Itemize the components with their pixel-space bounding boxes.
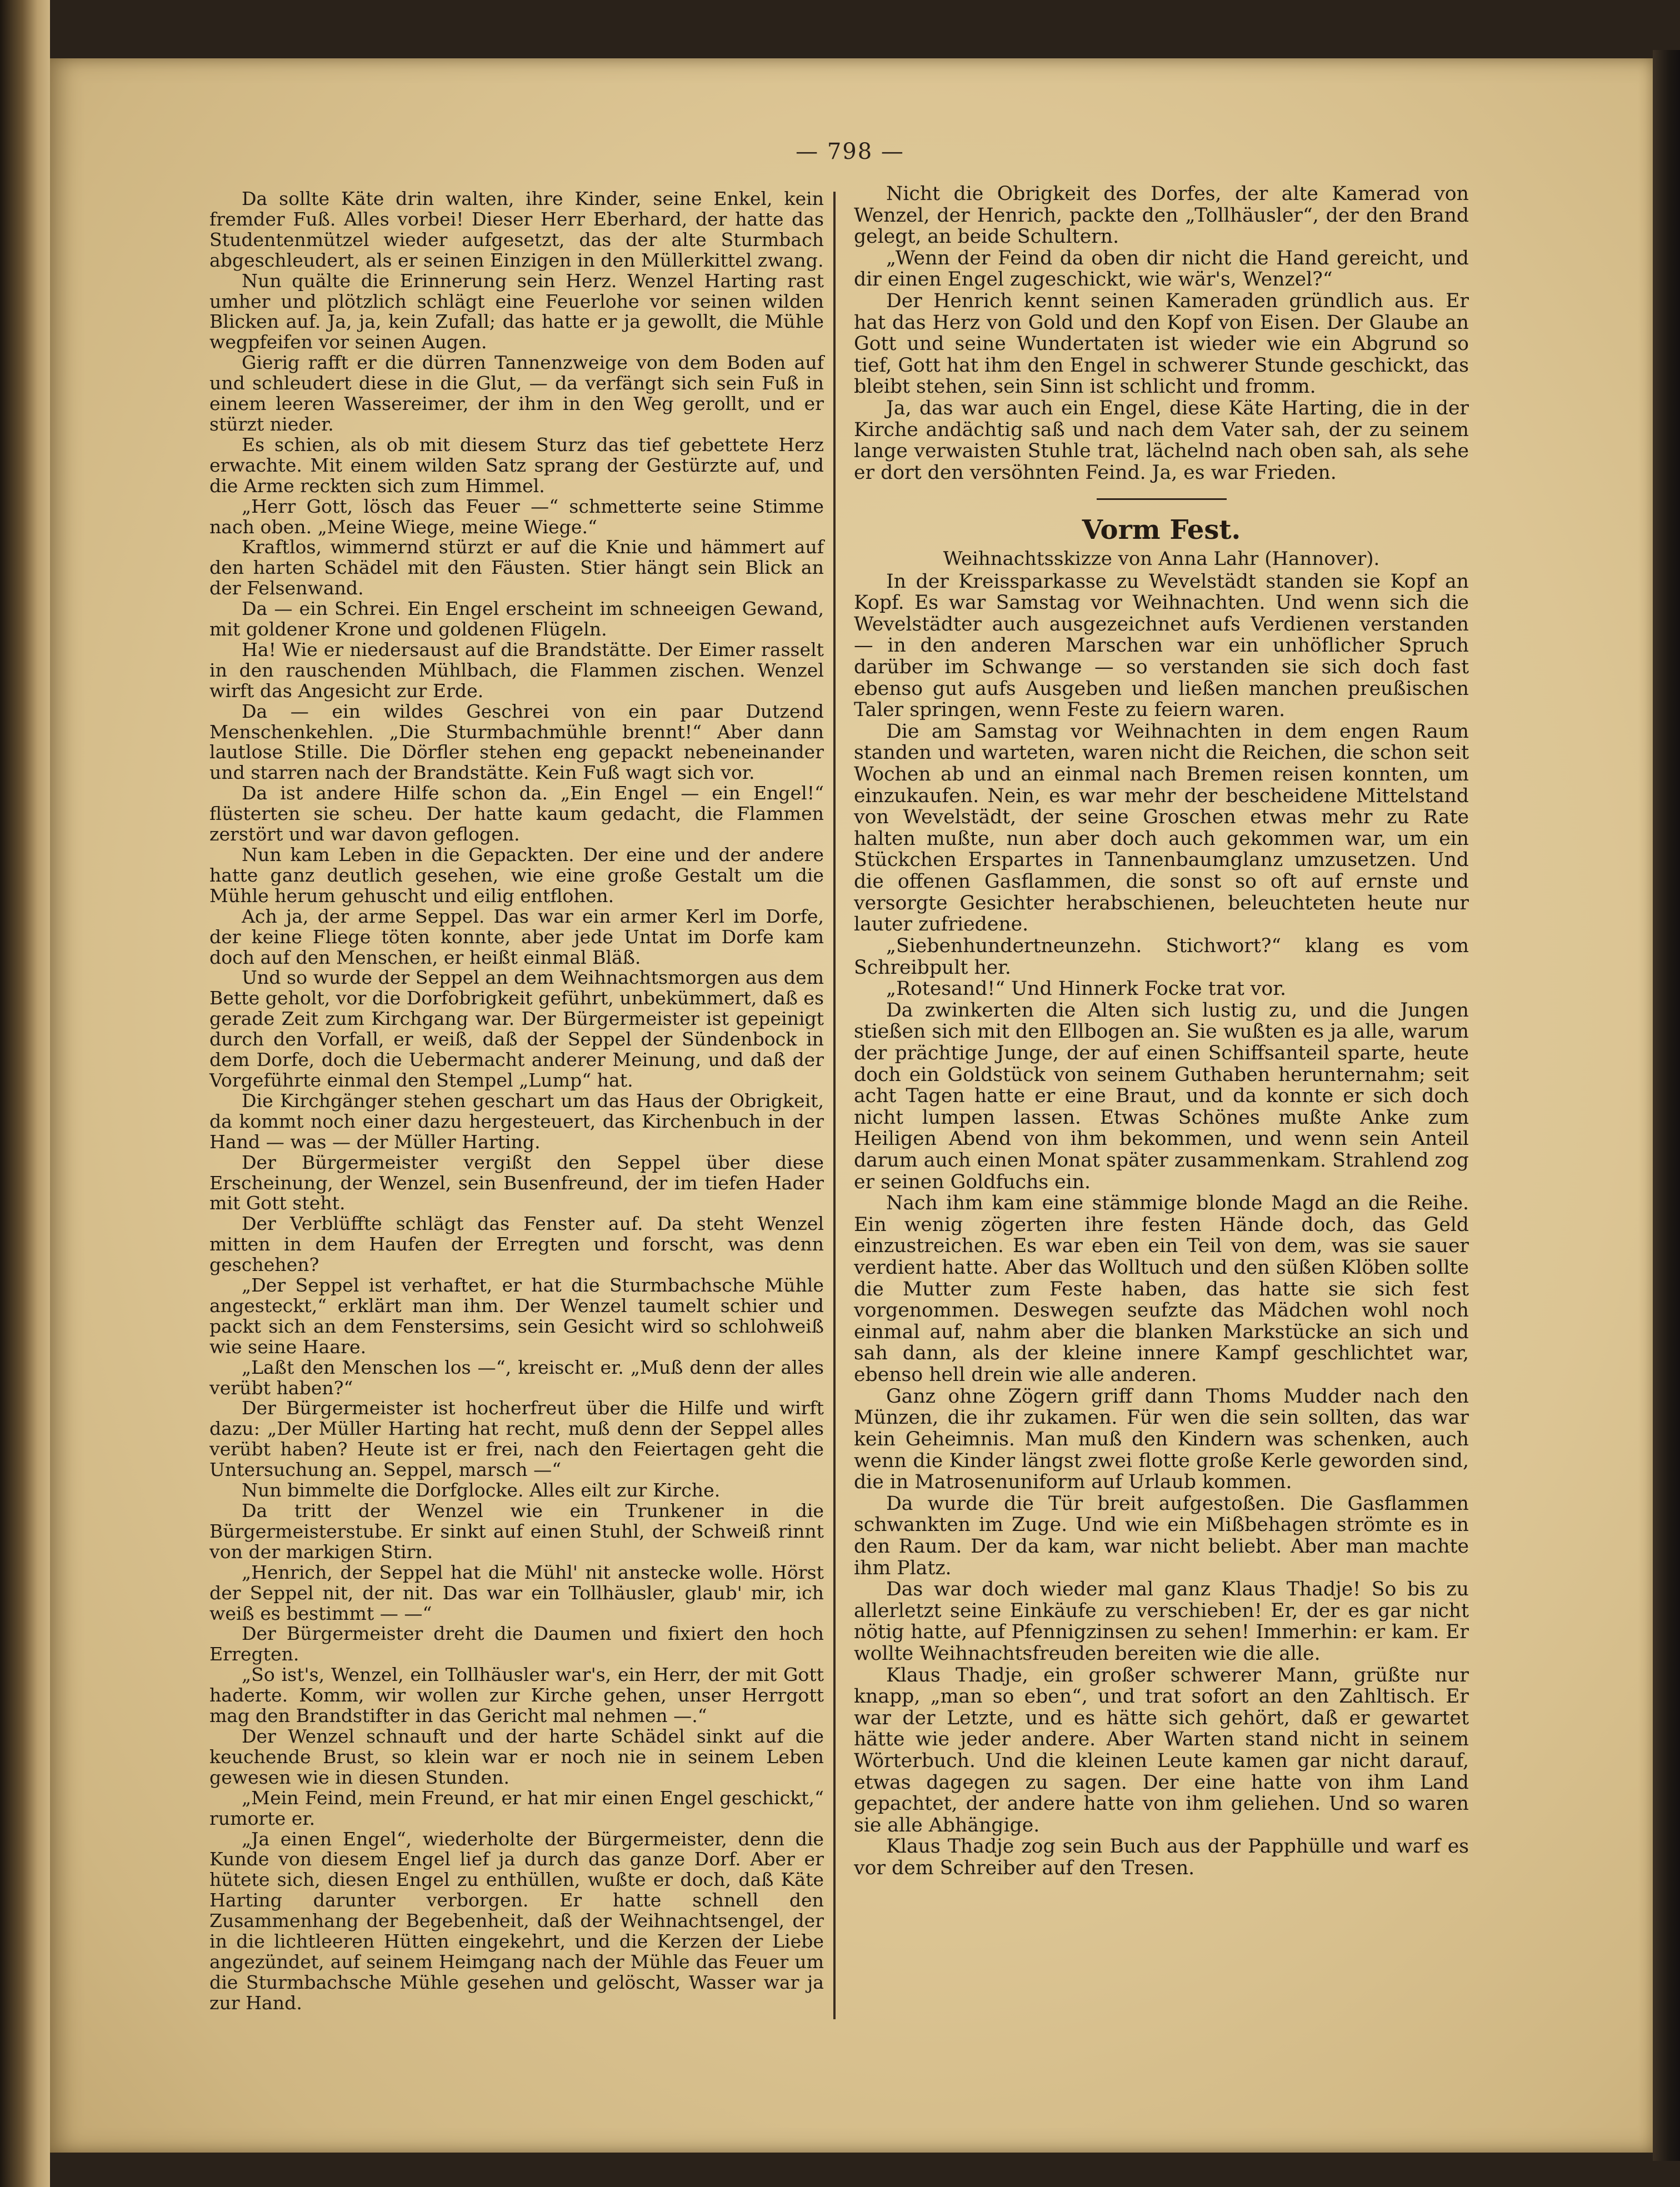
story-byline: Weihnachtsskizze von Anna Lahr (Hannover). bbox=[943, 547, 1380, 570]
left-column bbox=[209, 189, 824, 2022]
paragraph: Da — ein Schrei. Ein Engel erscheint im schneeigen Gewand, mit goldener Krone und goldenen Flügeln. bbox=[209, 598, 824, 640]
story-paragraph: Nach ihm kam eine stämmige blonde Magd an die Reihe. Ein wenig zögerten ihre festen Hände doch, das Geld einzustreichen. Es war eben ein Teil von dem, was sie sauer verdient hatte. Aber das Wolltuch und den süßen Klöben sollte die Mutter zum Feste haben, das hatte sie sich fest vorgenommen. Deswegen seufzte das Mädchen wohl noch einmal auf, nahm aber die blanken Markstücke an sich und sah dann, als der kleine innere Kampf geschlichtet war, ebenso hell drein wie alle anderen. bbox=[854, 1192, 1469, 1387]
paragraph: Da sollte Käte drin walten, ihre Kinder, seine Enkel, kein fremder Fuß. Alles vorbei! Dieser Herr Eberhard, der hatte das Studentenmützel wieder aufgesetzt, das der alte Sturmbach abgeschleudert, als er seinen Einzigen in den Müllerkittel zwang. bbox=[209, 188, 824, 271]
paragraph: Gierig rafft er die dürren Tannenzweige von dem Boden auf und schleudert diese in die Glut, — da verfängt sich sein Fuß in einem leeren Wassereimer, der ihm in den Weg gerollt, und er stürzt nieder. bbox=[209, 352, 824, 435]
paragraph: Ach ja, der arme Seppel. Das war ein armer Kerl im Dorfe, der keine Fliege töten konnte, aber jede Untat im Dorfe kam doch auf den Menschen, er heißt einmal Bläß. bbox=[209, 905, 824, 968]
paragraph: „Laßt den Menschen los —“, kreischt er. „Muß denn der alles verübt haben?“ bbox=[209, 1356, 824, 1399]
book-spine bbox=[0, 0, 50, 2187]
story-paragraph: Klaus Thadje, ein großer schwerer Mann, grüßte nur knapp, „man so eben“, und trat sofort an den Zahltisch. Er war der Letzte, und es hätte sich gehört, daß er gewartet hätte wie jeder andere. Aber Warten stand nicht in seinem Wörterbuch. Und die kleinen Leute kamen gar nicht darauf, etwas dagegen zu sagen. Der eine hatte von ihm Land gepachtet, der andere hatte von ihm geliehen. Und so waren sie alle Abhängige. bbox=[854, 1664, 1469, 1836]
paragraph: Der Henrich kennt seinen Kameraden gründlich aus. Er hat das Herz von Gold und den Kopf von Eisen. Der Glaube an Gott und seine Wundertaten ist wieder wie ein Abgrund so tief, Gott hat ihm den Engel in schwerer Stunde geschickt, das bleibt stehen, sein Sinn ist schlicht und fromm. bbox=[854, 290, 1469, 398]
paragraph: „Herr Gott, lösch das Feuer —“ schmetterte seine Stimme nach oben. „Meine Wiege, meine Wiege.“ bbox=[209, 495, 824, 538]
column-divider bbox=[833, 192, 836, 2019]
paragraph: „So ist's, Wenzel, ein Tollhäusler war's, ein Herr, der mit Gott haderte. Komm, wir wollen zur Kirche gehen, unser Herrgott mag den Brandstifter in das Gericht mal nehmen —.“ bbox=[209, 1664, 824, 1727]
paragraph: Der Bürgermeister dreht die Daumen und fixiert den hoch Erregten. bbox=[209, 1623, 824, 1665]
paragraph: Ha! Wie er niedersaust auf die Brandstätte. Der Eimer rasselt in den rauschenden Mühlbach, die Flammen zischen. Wenzel wirft das Angesicht zur Erde. bbox=[209, 638, 824, 702]
paragraph: Nun kam Leben in die Gepackten. Der eine und der andere hatte ganz deutlich gesehen, wie eine große Gestalt um die Mühle herum gehuscht und eilig entflohen. bbox=[209, 844, 824, 907]
paragraph: „Wenn der Feind da oben dir nicht die Hand gereicht, und dir einen Engel zugeschickt, wie wär's, Wenzel?“ bbox=[854, 247, 1469, 291]
paragraph: Nicht die Obrigkeit des Dorfes, der alte Kamerad von Wenzel, der Henrich, packte den „Tollhäusler“, der den Brand gelegt, an beide Schultern. bbox=[854, 183, 1469, 248]
story-paragraph: Klaus Thadje zog sein Buch aus der Papphülle und warf es vor dem Schreiber auf den Tresen. bbox=[854, 1835, 1469, 1880]
paragraph: Da tritt der Wenzel wie ein Trunkener in die Bürgermeisterstube. Er sinkt auf einen Stuhl, der Schweiß rinnt von der markigen Stirn. bbox=[209, 1500, 824, 1563]
paragraph: Nun bimmelte die Dorfglocke. Alles eilt zur Kirche. bbox=[242, 1479, 721, 1502]
story-paragraph: Ganz ohne Zögern griff dann Thoms Mudder nach den Münzen, die ihr zukamen. Für wen die sein sollten, das war kein Geheimnis. Man muß den Kindern was schenken, auch wenn die Kinder längst zwei flotte große Kerle geworden sind, die in Matrosenuniform auf Urlaub kommen. bbox=[854, 1385, 1469, 1494]
paragraph: Und so wurde der Seppel an dem Weihnachtsmorgen aus dem Bette geholt, vor die Dorfobrigkeit geführt, unbekümmert, daß es gerade Zeit zum Kirchgang war. Der Bürgermeister ist gepeinigt durch den Vorfall, er weiß, daß der Seppel der Sündenbock in dem Dorfe, doch die Uebermacht anderer Meinung, und daß der Vorgeführte einmal den Stempel „Lump“ hat. bbox=[209, 967, 824, 1091]
story-paragraph: In der Kreissparkasse zu Wevelstädt standen sie Kopf an Kopf. Es war Samstag vor Weihnachten. Und wenn sich die Wevelstädter auch ausgezeichnet aufs Verdienen verstanden — in den anderen Marschen war ein unhöflicher Spruch darüber im Schwange — so verstanden sie sich doch fast ebenso gut aufs Ausgeben und ließen manchen preußischen Taler springen, wenn Feste zu feiern waren. bbox=[854, 570, 1469, 722]
story-paragraph: Die am Samstag vor Weihnachten in dem engen Raum standen und warteten, waren nicht die Reichen, die schon seit Wochen ab und an einmal nach Bremen reisen konnten, um einzukaufen. Nein, es war mehr der bescheidene Mittelstand von Wevelstädt, der seine Groschen etwas mehr zu Rate halten mußte, nun aber doch auch gekommen war, um ein Stückchen Erspartes in Tannenbaumglanz umzusetzen. Und die offenen Gasflammen, die sonst so oft auf ernste und versorgte Gesichter herabschienen, beleuchteten heute nur lauter zufriedene. bbox=[854, 720, 1469, 936]
paragraph: Die Kirchgänger stehen geschart um das Haus der Obrigkeit, da kommt noch einer dazu hergesteuert, das Kirchenbuch in der Hand — was — der Müller Harting. bbox=[209, 1089, 824, 1153]
story-paragraph: „Siebenhundertneunzehn. Stichwort?“ klang es vom Schreibpult her. bbox=[854, 934, 1469, 979]
paragraph: Nun quälte die Erinnerung sein Herz. Wenzel Harting rast umher und plötzlich schlägt eine Feuerlohe vor seinen wilden Blicken auf. Ja, ja, kein Zufall; das hatte er ja gewollt, die Mühle wegpfeifen vor seinen Augen. bbox=[209, 269, 824, 353]
book-edge bbox=[1653, 50, 1680, 2161]
story-rule-top bbox=[1097, 498, 1227, 500]
page-number: — 798 — bbox=[796, 139, 904, 164]
paragraph: Es schien, als ob mit diesem Sturz das tief gebettete Herz erwachte. Mit einem wilden Satz sprang der Gestürzte auf, und die Arme reckten sich zum Himmel. bbox=[209, 433, 824, 497]
story-title: Vorm Fest. bbox=[1082, 514, 1241, 546]
paragraph: Der Wenzel schnauft und der harte Schädel sinkt auf die keuchende Brust, so klein war er noch nie in seinem Leben gewesen wie in diesen Stunden. bbox=[209, 1725, 824, 1788]
story-paragraph: Da wurde die Tür breit aufgestoßen. Die Gasflammen schwankten im Zuge. Und wie ein Mißbehagen strömte es in den Raum. Der da kam, war nicht beliebt. Aber man machte ihm Platz. bbox=[854, 1492, 1469, 1579]
paragraph: „Henrich, der Seppel hat die Mühl' nit anstecke wolle. Hörst der Seppel nit, der nit. Das war ein Tollhäusler, glaub' mir, ich weiß es bestimmt — —“ bbox=[209, 1561, 824, 1624]
story-paragraph: Das war doch wieder mal ganz Klaus Thadje! So bis zu allerletzt seine Einkäufe zu verschieben! Er, der es gar nicht nötig hatte, auf Pfennigzinsen zu sehen! Immerhin: er kam. Er wollte Weihnachtsfreuden bereiten wie die alle. bbox=[854, 1578, 1469, 1665]
right-column bbox=[854, 183, 1469, 2028]
paragraph: „Der Seppel ist verhaftet, er hat die Sturmbachsche Mühle angesteckt,“ erklärt man ihm. Der Wenzel taumelt schier und packt sich an dem Fenstersims, sein Gesicht wird so schlohweiß wie seine Haare. bbox=[209, 1274, 824, 1358]
paragraph: Ja, das war auch ein Engel, diese Käte Harting, die in der Kirche andächtig saß und nach dem Vater sah, der zu seinem lange verwaisten Stuhle trat, lächelnd nach oben sah, als sehe er dort den versöhnten Feind. Ja, es war Frieden. bbox=[854, 397, 1469, 484]
paragraph: Der Bürgermeister ist hocherfreut über die Hilfe und wirft dazu: „Der Müller Harting hat recht, muß denn der Seppel alles verübt haben? Heute ist er frei, nach den Feiertagen geht die Untersuchung an. Seppel, marsch —“ bbox=[209, 1397, 824, 1481]
paragraph: Der Verblüffte schlägt das Fenster auf. Da steht Wenzel mitten in dem Haufen der Erregten und forscht, was denn geschehen? bbox=[209, 1213, 824, 1276]
paragraph: „Ja einen Engel“, wiederholte der Bürgermeister, denn die Kunde von diesem Engel lief ja durch das ganze Dorf. Aber er hütete sich, diesen Engel zu enthüllen, wußte er doch, daß Käte Harting darunter verborgen. Er hatte schnell den Zusammenhang der Begebenheit, daß der Weihnachtsengel, der in die lichtleeren Hütten eingekehrt, und die Kerzen der Liebe angezündet, auf seinem Heimgang nach der Mühle das Feuer um die Sturmbachsche Mühle gesehen und gelöscht, Wasser war ja zur Hand. bbox=[209, 1828, 824, 2014]
story-paragraph: Da zwinkerten die Alten sich lustig zu, und die Jungen stießen sich mit den Ellbogen an. Sie wußten es ja alle, warum der prächtige Junge, der auf einen Schiffsanteil sparte, heute doch ein Goldstück von seinem Guthaben herunternahm; seit acht Tagen hatte er eine Braut, und da konnte er sich doch nicht lumpen lassen. Etwas Schönes mußte Anke zum Heiligen Abend von ihm bekommen, und wenn sein Anteil darum auch einen Monat später zusammenkam. Strahlend zog er seinen Goldfuchs ein. bbox=[854, 999, 1469, 1193]
paragraph: Der Bürgermeister vergißt den Seppel über diese Erscheinung, der Wenzel, sein Busenfreund, der im tiefen Hader mit Gott steht. bbox=[209, 1151, 824, 1214]
paragraph: Kraftlos, wimmernd stürzt er auf die Knie und hämmert auf den harten Schädel mit den Fäusten. Stier hängt sein Blick an der Felsenwand. bbox=[209, 536, 824, 599]
right-column-continuation bbox=[854, 183, 1469, 484]
paragraph: Da — ein wildes Geschrei von ein paar Dutzend Menschenkehlen. „Die Sturmbachmühle brennt!“ Aber dann lautlose Stille. Die Dörfler stehen eng gepackt nebeneinander und starren nach der Brandstätte. Kein Fuß wagt sich vor. bbox=[209, 700, 824, 784]
story-body bbox=[854, 571, 1469, 1879]
paragraph: Da ist andere Hilfe schon da. „Ein Engel — ein Engel!“ flüsterten sie scheu. Der hatte kaum gedacht, die Flammen zerstört und war davon geflogen. bbox=[209, 782, 824, 845]
story-paragraph: „Rotesand!“ Und Hinnerk Focke trat vor. bbox=[886, 978, 1286, 1000]
paragraph: „Mein Feind, mein Freund, er hat mir einen Engel geschickt,“ rumorte er. bbox=[209, 1786, 824, 1829]
